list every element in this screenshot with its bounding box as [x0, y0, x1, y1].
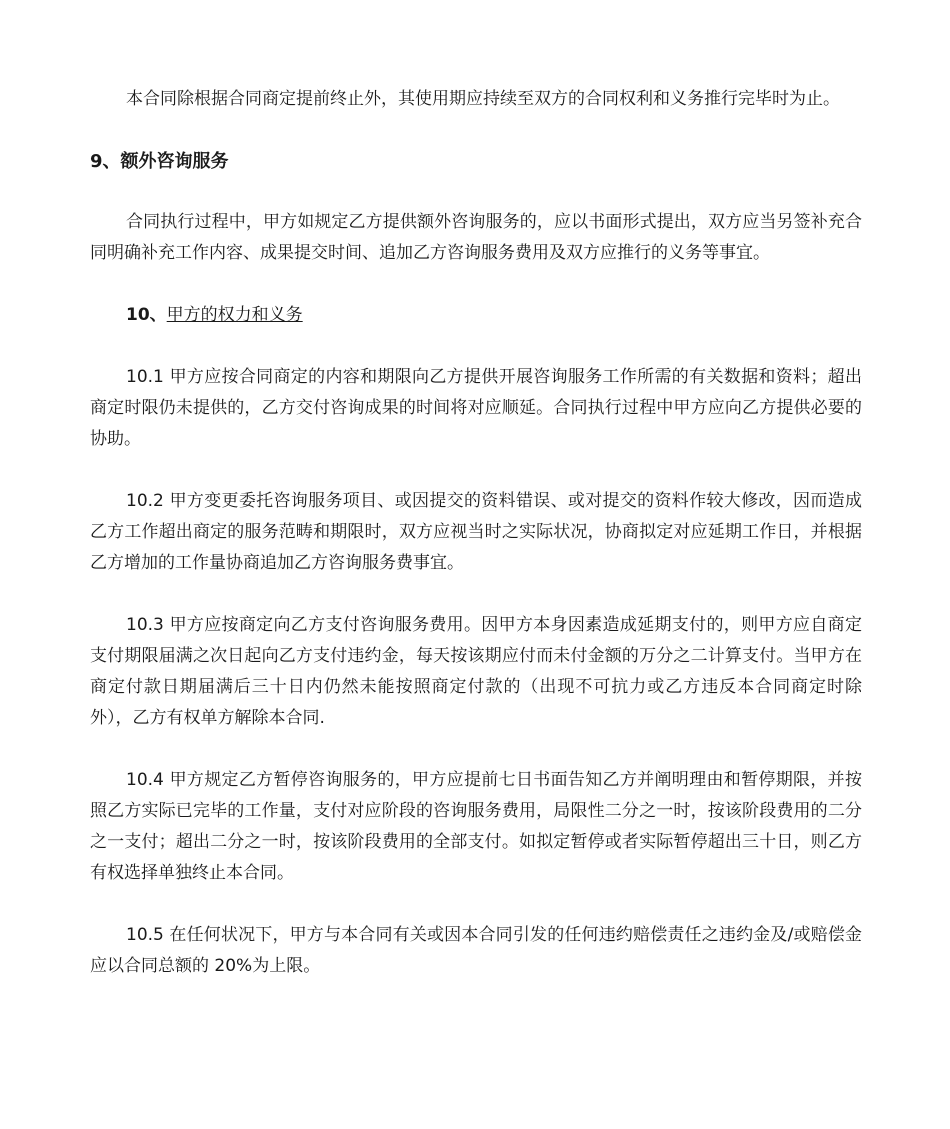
section-10-title: 甲方的权力和义务 [166, 305, 303, 325]
clause-10-4: 10.4 甲方规定乙方暂停咨询服务的，甲方应提前七日书面告知乙方并阐明理由和暂停期限，并按照乙方实际已完毕的工作量，支付对应阶段的咨询服务费用，局限性二分之一时，按该阶段费用的二分之一支付；超出二分之一时，按该阶段费用的全部支付。如拟定暂停或者实际暂停超出三十日，则乙方有权选择单独终止本合同。 [90, 770, 862, 883]
section-10-number: 10、 [126, 305, 167, 325]
section-heading-10 [90, 300, 862, 331]
clause-10-1: 10.1 甲方应按合同商定的内容和期限向乙方提供开展咨询服务工作所需的有关数据和资料；超出商定时限仍未提供的，乙方交付咨询成果的时间将对应顺延。合同执行过程中甲方应向乙方提供必要的协助。 [90, 367, 862, 449]
clause-10-2: 10.2 甲方变更委托咨询服务项目、或因提交的资料错误、或对提交的资料作较大修改，因而造成乙方工作超出商定的服务范畴和期限时，双方应视当时之实际状况，协商拟定对应延期工作日，并根据乙方增加的工作量协商追加乙方咨询服务费事宜。 [90, 491, 862, 573]
paragraph-extra-services: 合同执行过程中，甲方如规定乙方提供额外咨询服务的，应以书面形式提出，双方应当另签补充合同明确补充工作内容、成果提交时间、追加乙方咨询服务费用及双方应推行的义务等事宜。 [90, 212, 862, 263]
section-heading-9: 9、额外咨询服务 [90, 151, 229, 172]
paragraph-term: 本合同除根据合同商定提前终止外，其使用期应持续至双方的合同权利和义务推行完毕时为止。 [126, 89, 840, 109]
document-page [90, 84, 862, 982]
clause-10-3: 10.3 甲方应按商定向乙方支付咨询服务费用。因甲方本身因素造成延期支付的，则甲方应自商定支付期限届满之次日起向乙方支付违约金，每天按该期应付而未付金额的万分之二计算支付。当甲方在商定付款日期届满后三十日内仍然未能按照商定付款的（出现不可抗力或乙方违反本合同商定时除外），乙方有权单方解除本合同. [90, 615, 862, 728]
clause-10-5: 10.5 在任何状况下，甲方与本合同有关或因本合同引发的任何违约赔偿责任之违约金及/或赔偿金应以合同总额的 20%为上限。 [90, 925, 862, 976]
